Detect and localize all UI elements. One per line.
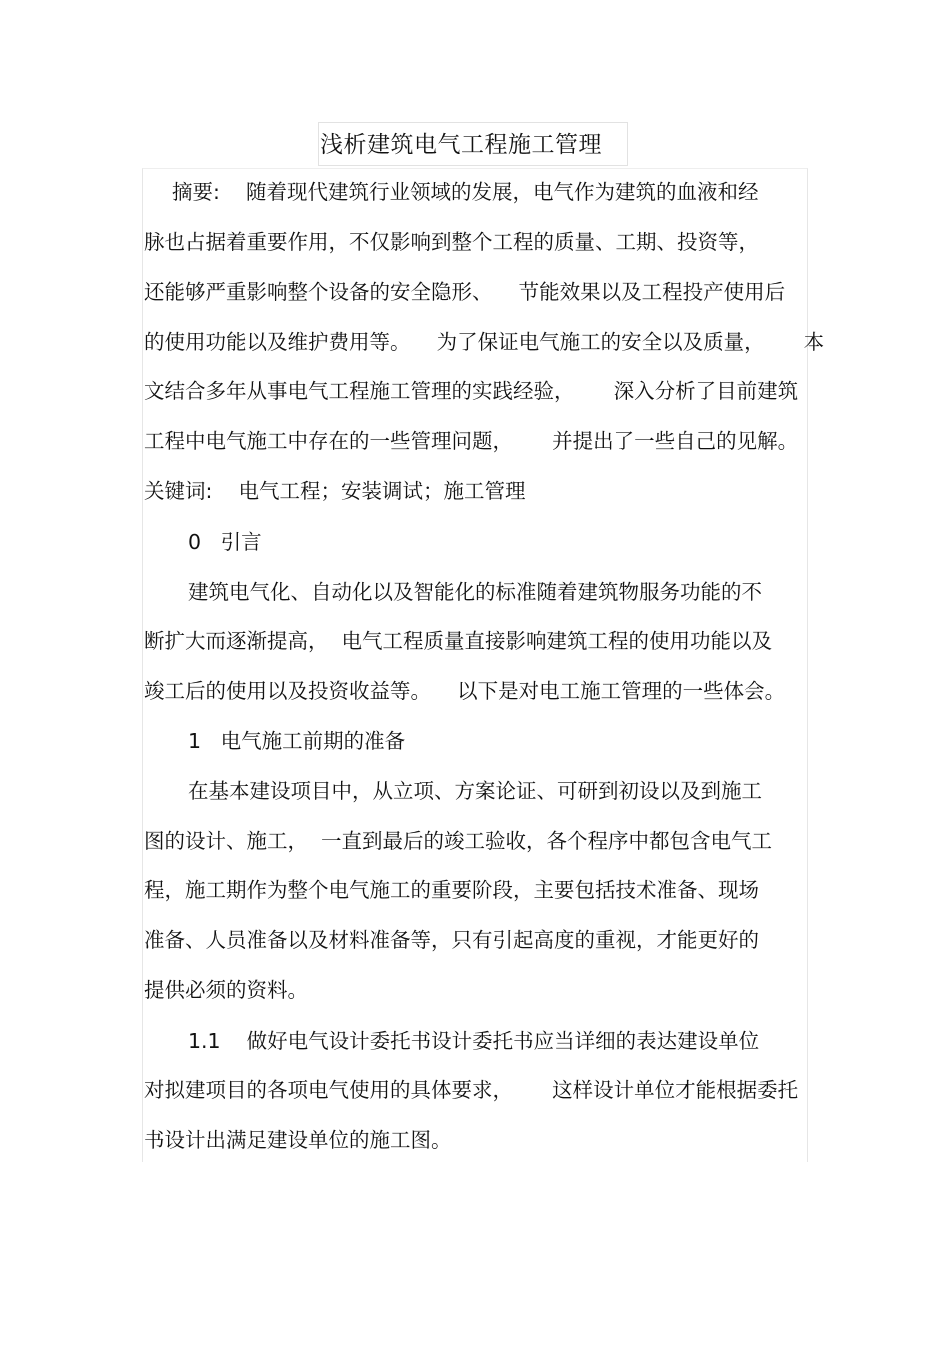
- keywords-line: 关键词: 电气工程；安装调试；施工管理: [144, 479, 526, 503]
- section1-line-2: 图的设计、施工， 一直到最后的竣工验收，各个程序中都包含电气工: [144, 829, 773, 853]
- section-heading-0: 0 引言: [188, 530, 262, 554]
- subsection-1-1-line-2: 对拟建项目的各项电气使用的具体要求， 这样设计单位才能根据委托: [144, 1078, 799, 1102]
- subsection-1-1-line-1: 1.1 做好电气设计委托书设计委托书应当详细的表达建设单位: [188, 1029, 760, 1053]
- abstract-line-1: 摘要: 随着现代建筑行业领域的发展，电气作为建筑的血液和经: [172, 180, 759, 204]
- abstract-line-3: 还能够严重影响整个设备的安全隐形、 节能效果以及工程投产使用后: [144, 280, 786, 304]
- intro-line-2: 断扩大而逐渐提高， 电气工程质量直接影响建筑工程的使用功能以及: [144, 629, 773, 653]
- abstract-line-2: 脉也占据着重要作用，不仅影响到整个工程的质量、工期、投资等，: [144, 230, 759, 254]
- section1-line-3: 程，施工期作为整个电气施工的重要阶段，主要包括技术准备、现场: [144, 878, 759, 902]
- intro-line-1: 建筑电气化、自动化以及智能化的标准随着建筑物服务功能的不: [188, 580, 762, 604]
- section-heading-1: 1 电气施工前期的准备: [188, 729, 406, 753]
- intro-line-3: 竣工后的使用以及投资收益等。 以下是对电工施工管理的一些体会。: [144, 679, 786, 703]
- document-title: 浅析建筑电气工程施工管理: [320, 132, 602, 158]
- abstract-line-5: 文结合多年从事电气工程施工管理的实践经验， 深入分析了目前建筑: [144, 379, 799, 403]
- section1-line-1: 在基本建设项目中，从立项、方案论证、可研到初设以及到施工: [188, 779, 762, 803]
- subsection-1-1-line-3: 书设计出满足建设单位的施工图。: [144, 1128, 452, 1152]
- section1-line-5: 提供必须的资料。: [144, 978, 308, 1002]
- abstract-line-4: 的使用功能以及维护费用等。 为了保证电气施工的安全以及质量， 本: [144, 330, 825, 354]
- body-frame: [142, 168, 808, 1162]
- section1-line-4: 准备、人员准备以及材料准备等，只有引起高度的重视，才能更好的: [144, 928, 759, 952]
- abstract-line-6: 工程中电气施工中存在的一些管理问题， 并提出了一些自己的见解。: [144, 429, 799, 453]
